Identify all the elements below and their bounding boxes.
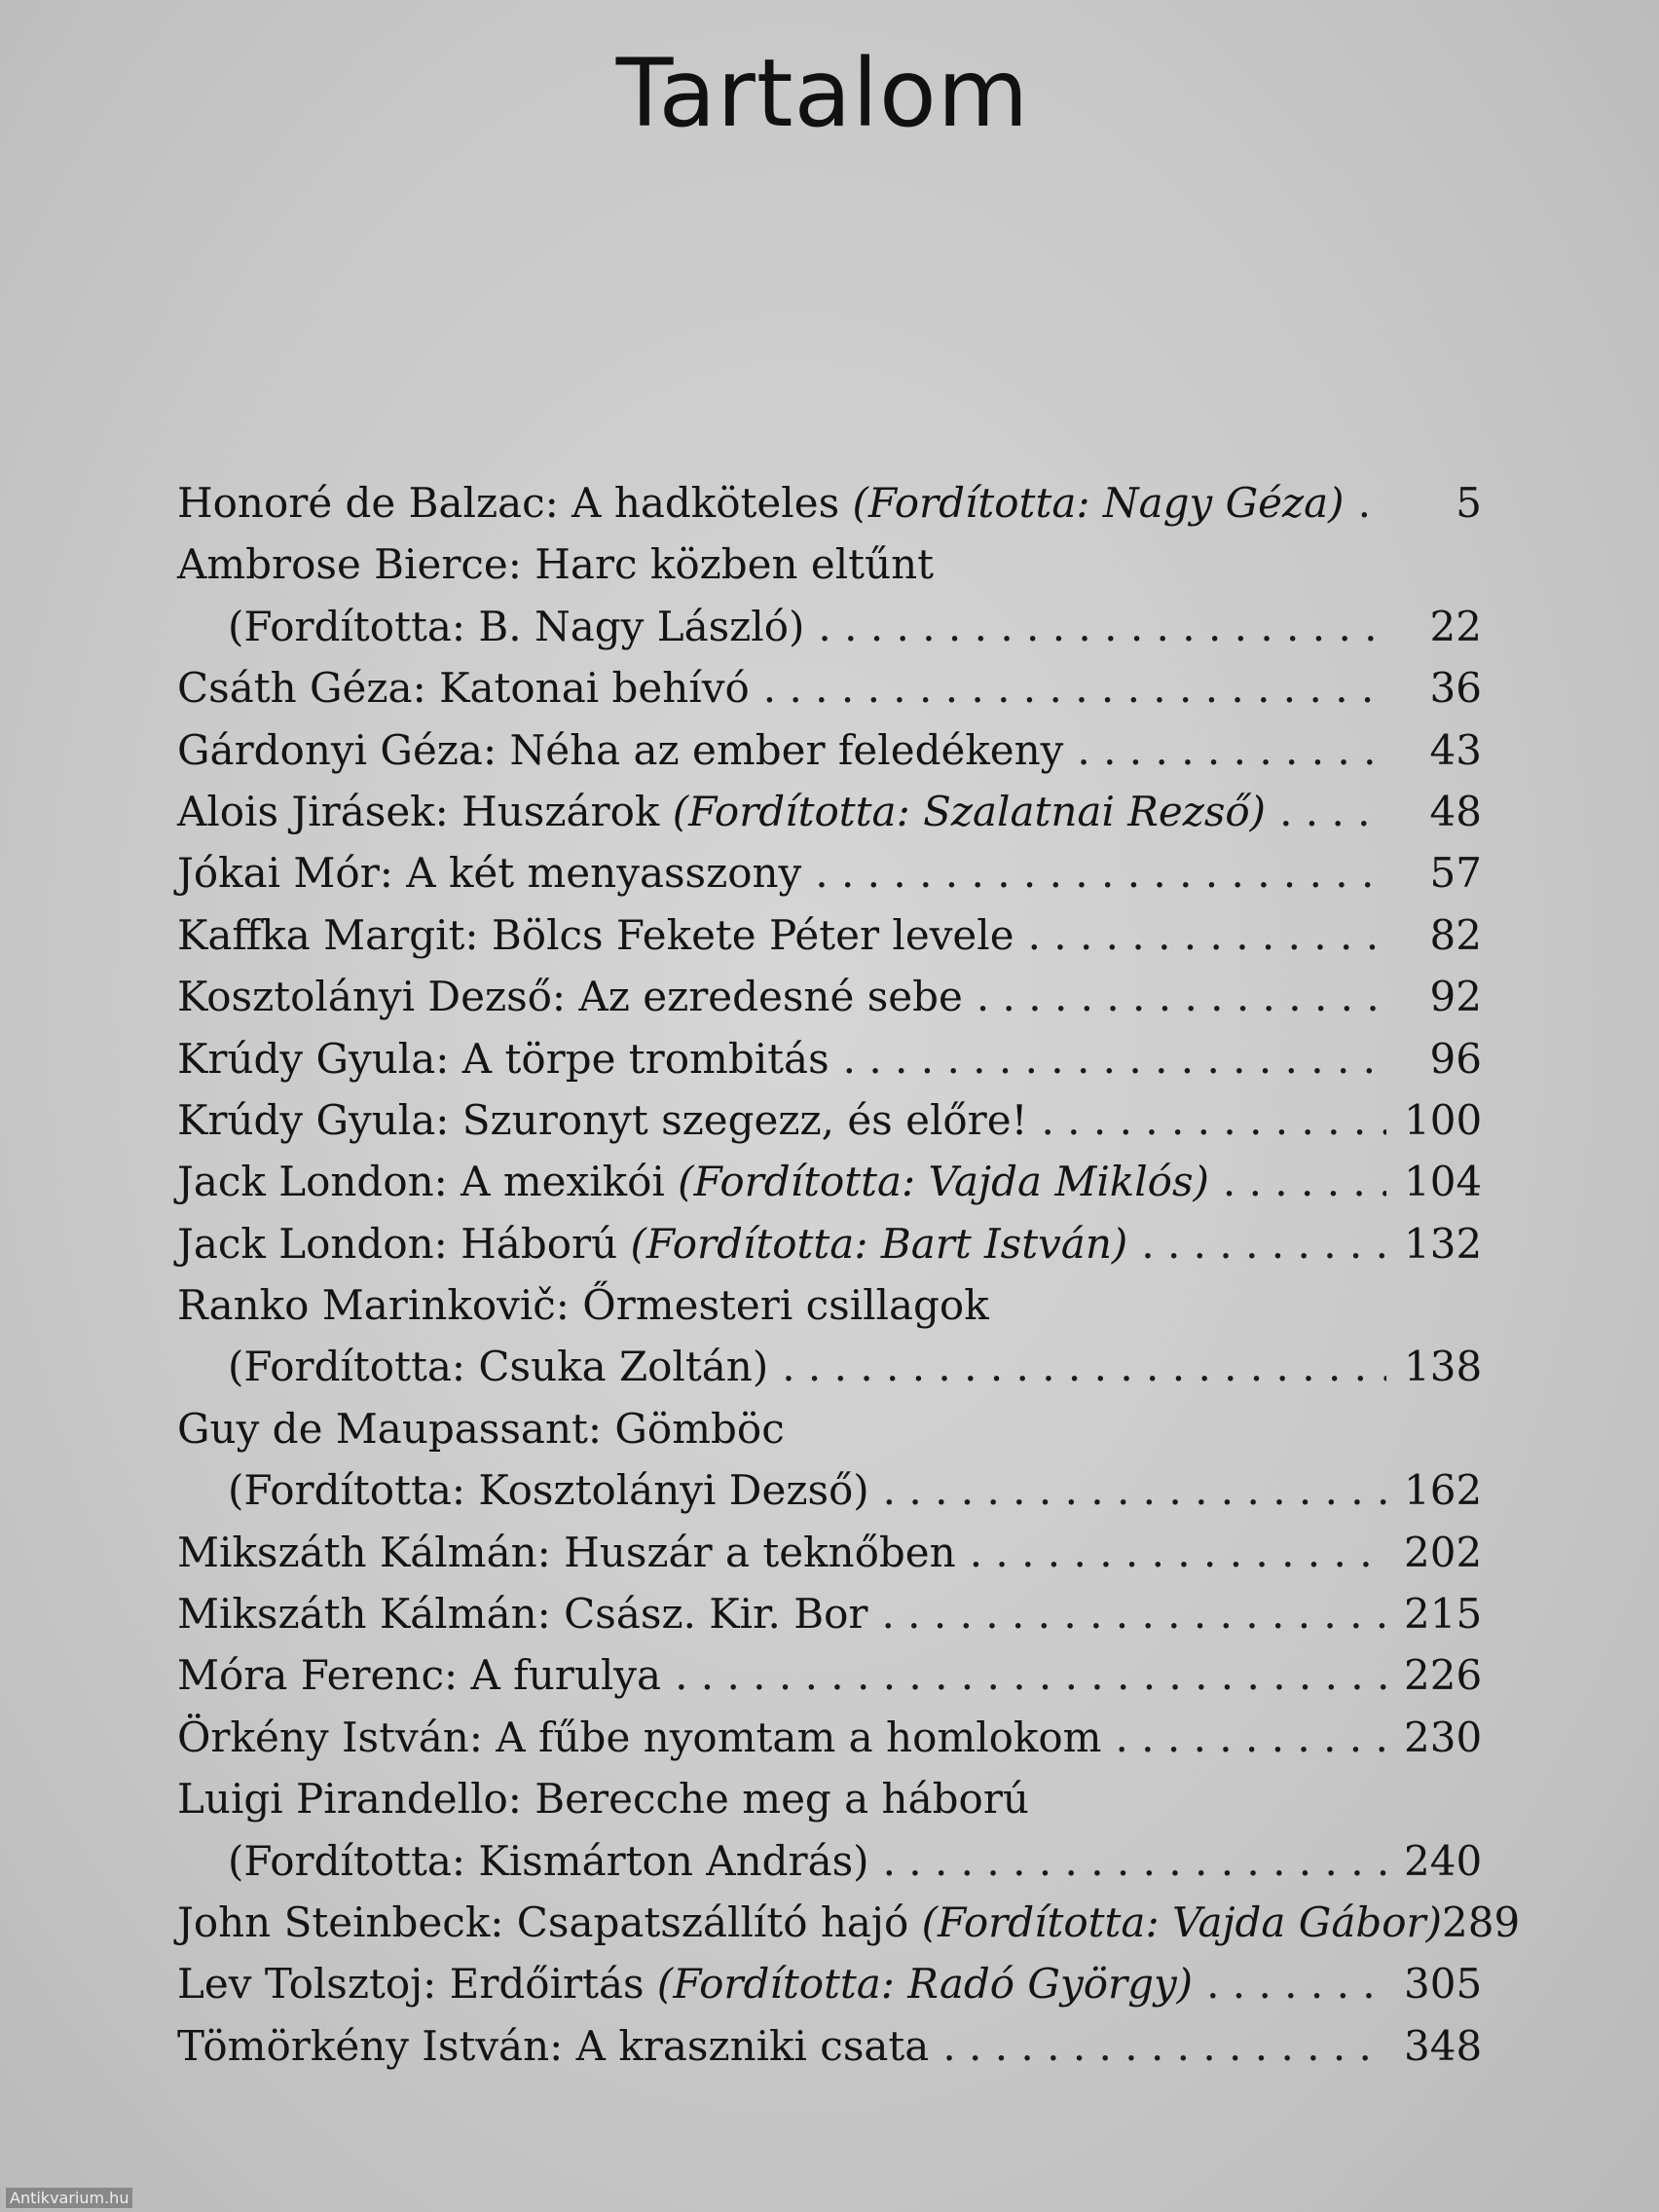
toc-entry-page: 36 xyxy=(1429,664,1482,713)
dot-leader xyxy=(843,1028,1386,1089)
toc-entry-page: 289 xyxy=(1442,1898,1521,1946)
toc-entry-page: 305 xyxy=(1404,1960,1483,2009)
dot-leader xyxy=(883,1830,1386,1892)
toc-entry-title: Honoré de Balzac: A hadköteles xyxy=(177,479,853,527)
toc-entry-page: 57 xyxy=(1429,849,1482,898)
toc-entry-title: Csáth Géza: Katonai behívó xyxy=(177,664,750,713)
toc-entry-translator: (Fordította: Radó György) xyxy=(656,1960,1194,2009)
dot-leader xyxy=(970,1522,1386,1583)
dot-leader xyxy=(1223,1151,1386,1212)
toc-entry-title: Alois Jirásek: Huszárok xyxy=(177,787,673,835)
toc-entry xyxy=(177,1151,1482,1212)
toc-entry-title: Mikszáth Kálmán: Csász. Kir. Bor xyxy=(177,1590,868,1639)
toc-entry-page: 48 xyxy=(1429,787,1482,835)
page-title: Tartalom xyxy=(615,39,1030,148)
toc-entry-title: Krúdy Gyula: Szuronyt szegezz, és előre! xyxy=(177,1095,1028,1144)
toc-entry-page: 240 xyxy=(1404,1836,1483,1885)
toc-entry-title: John Steinbeck: Csapatszállító hajó xyxy=(177,1898,922,1946)
dot-leader xyxy=(881,1583,1386,1644)
toc-entry xyxy=(177,1644,1482,1706)
toc-entry-title: Móra Ferenc: A furulya xyxy=(177,1651,662,1700)
toc-entry xyxy=(177,842,1482,903)
toc-entry-translator: (Fordította: Vajda Miklós) xyxy=(678,1158,1209,1206)
toc-entry xyxy=(177,781,1482,842)
dot-leader xyxy=(818,596,1386,657)
toc-entry xyxy=(177,1028,1482,1089)
toc-entry-page: 43 xyxy=(1429,725,1482,774)
dot-leader xyxy=(815,842,1386,903)
toc-entry xyxy=(177,1892,1521,1953)
toc-entry-page: 82 xyxy=(1429,910,1482,959)
toc-entry-title: Tömörkény István: A kraszniki csata xyxy=(177,2021,930,2070)
toc-entry-page: 5 xyxy=(1456,479,1482,527)
toc-entry xyxy=(177,1398,1482,1522)
dot-leader xyxy=(1028,904,1386,966)
toc-entry xyxy=(177,1274,1482,1398)
toc-entry-translator: (Fordította: Vajda Gábor) xyxy=(921,1898,1443,1946)
toc-entry-title: Kosztolányi Dezső: Az ezredesné sebe xyxy=(177,973,963,1021)
toc-entry xyxy=(177,472,1482,534)
watermark: Antikvarium.hu xyxy=(6,2188,132,2208)
toc-entry-page: 230 xyxy=(1404,1713,1483,1761)
toc-entry-page: 138 xyxy=(1404,1343,1483,1391)
toc-entry xyxy=(177,1089,1482,1151)
dot-leader xyxy=(1206,1953,1386,2014)
toc-entry-title: Jókai Mór: A két menyasszony xyxy=(177,849,802,898)
toc-entry-title: Kaffka Margit: Bölcs Fekete Péter levele xyxy=(177,910,1014,959)
toc-entry-title: Jack London: Háború xyxy=(177,1219,631,1268)
toc-entry-page: 22 xyxy=(1429,602,1482,650)
toc-entry xyxy=(177,1707,1482,1768)
toc-entry-title: Jack London: A mexikói xyxy=(177,1158,679,1206)
dot-leader xyxy=(942,2015,1386,2077)
toc-entry-translator: (Fordította: Bart István) xyxy=(630,1219,1128,1268)
toc-entry-page: 96 xyxy=(1429,1034,1482,1083)
toc-entry-page: 226 xyxy=(1404,1651,1483,1700)
toc-entry xyxy=(177,1213,1482,1274)
toc-entry xyxy=(177,1522,1482,1583)
toc-entry xyxy=(177,719,1482,781)
toc-entry-translator: (Fordította: Kosztolányi Dezső) xyxy=(228,1466,869,1515)
toc-entry xyxy=(177,1768,1482,1892)
dot-leader xyxy=(763,657,1386,719)
dot-leader xyxy=(977,966,1386,1027)
toc-entry-page: 104 xyxy=(1404,1158,1483,1206)
dot-leader xyxy=(1115,1707,1386,1768)
table-of-contents xyxy=(177,472,1521,2077)
toc-entry xyxy=(177,1583,1482,1644)
toc-entry-title: Ambrose Bierce: Harc közben eltűnt xyxy=(177,540,935,589)
toc-entry-page: 162 xyxy=(1404,1466,1483,1515)
toc-entry-title: Örkény István: A fűbe nyomtam a homlokom xyxy=(177,1713,1102,1761)
toc-entry xyxy=(177,1953,1482,2014)
toc-entry-title: Guy de Maupassant: Gömböc xyxy=(177,1404,785,1453)
toc-entry-title: Mikszáth Kálmán: Huszár a teknőben xyxy=(177,1528,956,1576)
dot-leader xyxy=(1141,1213,1386,1274)
toc-entry-title: Lev Tolsztoj: Erdőirtás xyxy=(177,1960,657,2009)
dot-leader xyxy=(1077,719,1386,781)
toc-entry-title: Luigi Pirandello: Berecche meg a háború xyxy=(177,1775,1029,1824)
dot-leader xyxy=(1041,1089,1386,1151)
toc-entry-page: 348 xyxy=(1404,2021,1483,2070)
dot-leader xyxy=(883,1459,1386,1521)
dot-leader xyxy=(675,1644,1386,1706)
toc-entry-translator: (Fordította: Csuka Zoltán) xyxy=(228,1343,769,1391)
toc-entry xyxy=(177,966,1482,1027)
toc-entry-page: 215 xyxy=(1404,1590,1483,1639)
toc-entry-title: Ranko Marinkovič: Őrmesteri csillagok xyxy=(177,1281,989,1330)
toc-entry xyxy=(177,657,1482,719)
toc-entry xyxy=(177,2015,1482,2077)
toc-entry-title: Krúdy Gyula: A törpe trombitás xyxy=(177,1034,830,1083)
toc-entry-translator: (Fordította: Szalatnai Rezső) xyxy=(672,787,1267,835)
dot-leader xyxy=(782,1336,1386,1397)
dot-leader xyxy=(1279,781,1386,842)
toc-entry-title: Gárdonyi Géza: Néha az ember feledékeny xyxy=(177,725,1064,774)
toc-entry-translator: (Fordította: Nagy Géza) xyxy=(852,479,1345,527)
toc-entry-translator: (Fordította: B. Nagy László) xyxy=(228,602,805,650)
toc-entry xyxy=(177,534,1482,657)
toc-entry-translator: (Fordította: Kismárton András) xyxy=(228,1836,869,1885)
toc-entry-page: 202 xyxy=(1404,1528,1483,1576)
toc-entry-page: 92 xyxy=(1429,973,1482,1021)
toc-entry-page: 132 xyxy=(1404,1219,1483,1268)
dot-leader xyxy=(1358,472,1386,534)
toc-entry-page: 100 xyxy=(1404,1095,1483,1144)
toc-entry xyxy=(177,904,1482,966)
